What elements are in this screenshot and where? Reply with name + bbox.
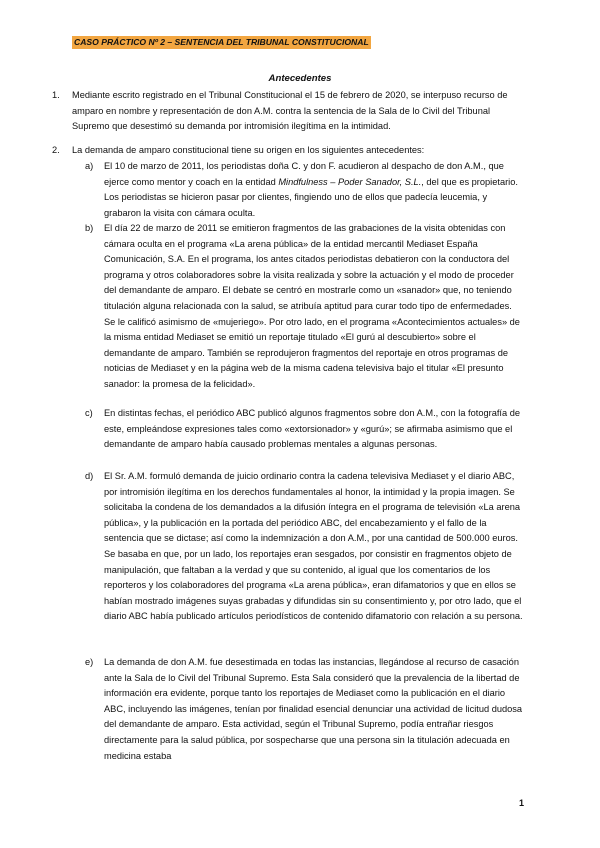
item-number-1: 1.: [52, 90, 60, 100]
page-number: 1: [518, 798, 524, 808]
subitem-text-e: La demanda de don A.M. fue desestimada en todas las instancias, llegándose al recurso de casación ante la Sala de lo Civil del Tribunal Supremo. Esta Sala consideró que la prevalencia de la libertad de información era evidente, porque tanto los reportajes de Mediaset como la publicación en el diario ABC, incluyendo las imágenes, tenían por finalidad esencial denunciar una actividad de licitud dudosa del demandante de amparo. Esta actividad, según el Tribunal Supremo, podía entrañar riesgos directamente para la salud pública, por sospecharse que una persona sin la titulación adecuada en medicina estaba: [104, 657, 523, 761]
item-text-1: Mediante escrito registrado en el Tribunal Constitucional el 15 de febrero de 2020, se interpuso recurso de amparo en nombre y representación de don A.M. contra la sentencia de la Sala de lo Civil del Tribunal Supremo que desestimó su demanda por intromisión ilegítima en la intimidad.: [72, 90, 508, 132]
subitem-letter-b: b): [85, 223, 94, 233]
subitem-letter-c: c): [85, 408, 93, 418]
section-title: Antecedentes: [268, 73, 332, 84]
subitem-text-a: [104, 159, 524, 221]
item-number-2: 2.: [52, 145, 60, 155]
subitem-text-b: El día 22 de marzo de 2011 se emitieron fragmentos de las grabaciones de la visita obtenidas con cámara oculta en el programa «La arena pública» de la entidad mercantil Mediaset España Comunicación, S.A. En el programa, los antes citados periodistas debatieron con la conductora del programa y otros colaboradores sobre la visita realizada y sobre la actuación y el modo de proceder del demandante de amparo. El debate se centró en mostrarle como un «sanador» que, no teniendo titulación alguna relacionada con la salud, se atribuía aptitud para curar todo tipo de enfermedades. Se le calificó asimismo de «mujeriego». Por otro lado, en el programa «Acontecimientos actuales» de la misma entidad Mediaset se emitió un reportaje titulado «El gurú al descubierto» sobre el demandante de amparo. También se reprodujeron fragmentos del reportaje en otros programas de noticias de Mediaset y en la página web de la misma cadena televisiva bajo el titular «El presunto sanador: la promesa de la felicidad».: [104, 223, 520, 389]
subitem-text-c: En distintas fechas, el periódico ABC publicó algunos fragmentos sobre don A.M., con la fotografía de este, empleándose expresiones tales como «extorsionador» y «gurú»; se afirmaba asimismo que el demandante de amparo había causado problemas mentales a algunas personas.: [104, 408, 520, 450]
subitem-a-text-after: , del que es propietario. Los periodistas se hicieron pasar por clientes, fingiendo uno de ellos que padecía leucemia, y grabaron la visita con cámara oculta.: [104, 176, 518, 218]
subitem-a-text-before: El 10 de marzo de 2011, los periodistas doña C. y don F. acudieron al despacho de don A.M., que ejerce como mentor y coach en la entidad: [104, 161, 504, 187]
subitem-a-entity-name: Mindfulness – Poder Sanador, S.L.: [278, 176, 422, 187]
document-header-title: CASO PRÁCTICO Nº 2 – SENTENCIA DEL TRIBUNAL CONSTITUCIONAL: [74, 37, 369, 47]
subitem-text-d: El Sr. A.M. formuló demanda de juicio ordinario contra la cadena televisiva Mediaset y el diario ABC, por intromisión ilegítima en los derechos fundamentales al honor, la intimidad y la propia imagen. Se solicitaba la condena de los demandados a la difusión íntegra en el programa de televisión «La arena pública», y la publicación en la portada del periódico ABC, del encabezamiento y el fallo de la sentencia que se dictase; así como la indemnización a don A.M., por una cantidad de 500.000 euros. Se basaba en que, por un lado, los reportajes eran sesgados, por consistir en fragmentos objeto de manipulación, que faltaban a la verdad y que su contenido, al igual que los comentarios de los reporteros y los colaboradores del programa «La arena pública», eran difamatorios y que en ellos se habían mostrado imágenes suyas grabadas y difundidas sin su consentimiento y, por otro lado, que el diario ABC había publicado artículos periodísticos de contenido difamatorio con relación a su persona.: [104, 471, 523, 622]
subitem-letter-e: e): [85, 657, 94, 667]
item-text-2: La demanda de amparo constitucional tiene su origen en los siguientes antecedentes:: [72, 145, 425, 155]
subitem-letter-d: d): [85, 471, 94, 481]
subitem-letter-a: a): [85, 161, 94, 171]
